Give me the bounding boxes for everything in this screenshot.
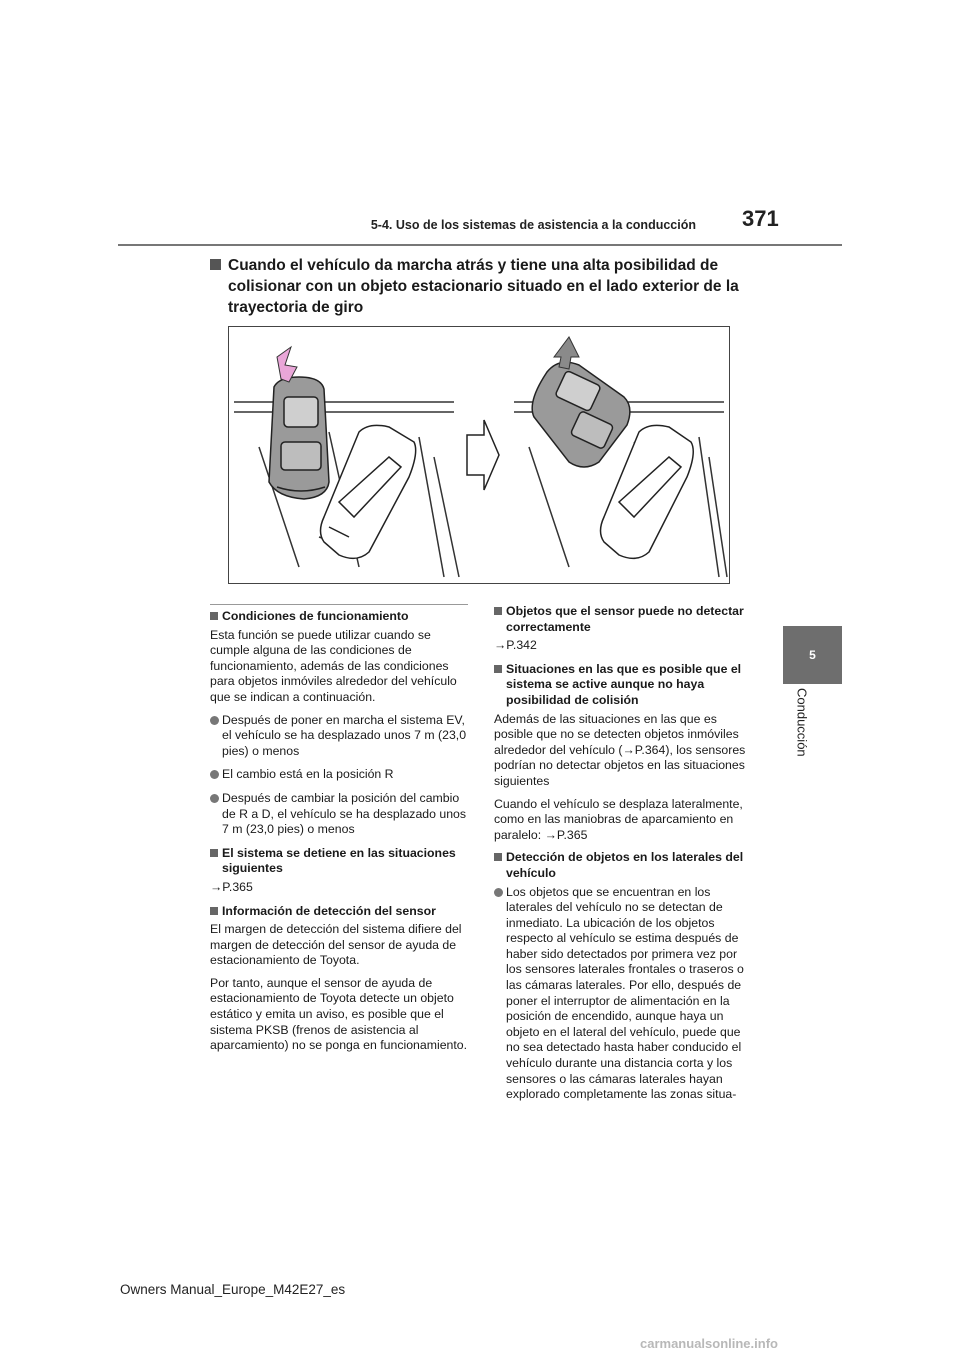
situations-paragraph-2: Cuando el vehículo se desplaza lateralmente, como en las maniobras de aparcamiento en paralelo: →P.365 (494, 796, 743, 842)
lateral-heading (494, 850, 752, 881)
heading-square-icon (210, 259, 221, 270)
bullet-item (494, 885, 752, 1103)
chapter-label: Conducción (794, 688, 810, 757)
column-rule (210, 604, 468, 605)
section-heading (210, 255, 770, 318)
square-bullet-icon (494, 853, 502, 861)
page-reference[interactable]: →P.342 (494, 638, 537, 653)
bullet-item (210, 767, 468, 783)
bullet-item (210, 791, 468, 838)
bullet-text: Después de cambiar la posición del cambio de R a D, el vehículo se ha desplazado unos 7 m (23,0 pies) o menos (222, 790, 467, 837)
header-rule (118, 244, 842, 246)
running-header-section: 5-4. Uso de los sistemas de asistencia a la conducción (370, 218, 696, 232)
page-number: 371 (742, 206, 779, 231)
situations-heading-text: Situaciones en las que es posible que el sistema se active aunque no haya posibilidad de colisión (506, 661, 742, 707)
square-bullet-icon (210, 612, 218, 620)
square-bullet-icon (210, 907, 218, 915)
objects-heading (494, 604, 752, 635)
objects-heading-text: Objetos que el sensor puede no detectar correctamente (506, 604, 744, 634)
detection-heading (210, 904, 468, 920)
bullet-text: Los objetos que se encuentran en los laterales del vehículo no se detectan de inmediato. La ubicación de los objetos respecto al vehículo se estima después de haber sido detectados por primera vez por los sensores laterales frontales o traseros o las cámaras laterales. Por ello, después de poner el interruptor de alimentación en la posición de encendido, aunque haya un objeto en el lateral del vehículo, puede que no sea detectado hasta haber conducido el vehículo durante una distancia corta y los sensores o las cámaras laterales hayan explorado completamente las zonas situa- (506, 884, 744, 1102)
bullet-item (210, 713, 468, 760)
square-bullet-icon (494, 607, 502, 615)
bullet-text: El cambio está en la posición R (222, 767, 394, 782)
section-heading-text: Cuando el vehículo da marcha atrás y tiene una alta posibilidad de colisionar con un objeto estacionario situado en el lado exterior de la trayectoria de giro (228, 257, 739, 316)
reversing-car-left (269, 377, 329, 499)
conditions-heading (210, 609, 468, 625)
conditions-text: Esta función se puede utilizar cuando se cumple alguna de las condiciones de funcionamiento, además de las condiciones para objetos inmóviles alrededor del vehículo que se indican a continuación. (210, 627, 457, 704)
circle-bullet-icon (494, 888, 503, 897)
circle-bullet-icon (210, 716, 219, 725)
watermark: carmanualsonline.info (640, 1336, 778, 1351)
stops-heading-text: El sistema se detiene en las situaciones siguientes (222, 845, 456, 876)
bullet-text: Después de poner en marcha el sistema EV, el vehículo se ha desplazado unos 7 m (23,0 pies) o menos (222, 712, 467, 758)
right-column (494, 604, 752, 1111)
illustration-frame (228, 326, 730, 584)
situations-heading (494, 662, 752, 709)
detection-paragraph-1: El margen de detección del sistema difiere del margen de detección del sensor de ayuda de estacionamiento de Toyota. (210, 922, 462, 968)
lateral-heading-text: Detección de objetos en los laterales del vehículo (506, 850, 744, 880)
stops-heading (210, 846, 468, 877)
chapter-tab-number: 5 (809, 648, 816, 662)
circle-bullet-icon (210, 770, 219, 779)
conditions-heading-text: Condiciones de funcionamiento (222, 609, 409, 623)
footer-document-id: Owners Manual_Europe_M42E27_es (120, 1282, 346, 1297)
left-column (210, 604, 468, 1061)
chapter-tab (783, 626, 842, 684)
detection-paragraph-2: Por tanto, aunque el sensor de ayuda de estacionamiento de Toyota detecte un objeto estático y emita un aviso, es posible que el sistema PKSB (frenos de asistencia al aparcamiento) no se ponga en funcionamiento. (210, 975, 468, 1053)
parked-car-right (601, 425, 694, 558)
situations-paragraph-1: Además de las situaciones en las que es posible que no se detecten objetos inmóviles alrededor del vehículo (→P.364), los sensores podrían no detectar objetos en las situaciones siguientes (494, 711, 746, 788)
detection-heading-text: Información de detección del sensor (222, 903, 436, 918)
parking-illustration (229, 327, 729, 583)
square-bullet-icon (210, 849, 218, 857)
reversing-car-right (532, 362, 630, 467)
page-reference[interactable]: →P.365 (210, 879, 253, 894)
parked-car-left (321, 425, 416, 558)
square-bullet-icon (494, 665, 502, 673)
transition-arrow (467, 420, 499, 490)
circle-bullet-icon (210, 794, 219, 803)
